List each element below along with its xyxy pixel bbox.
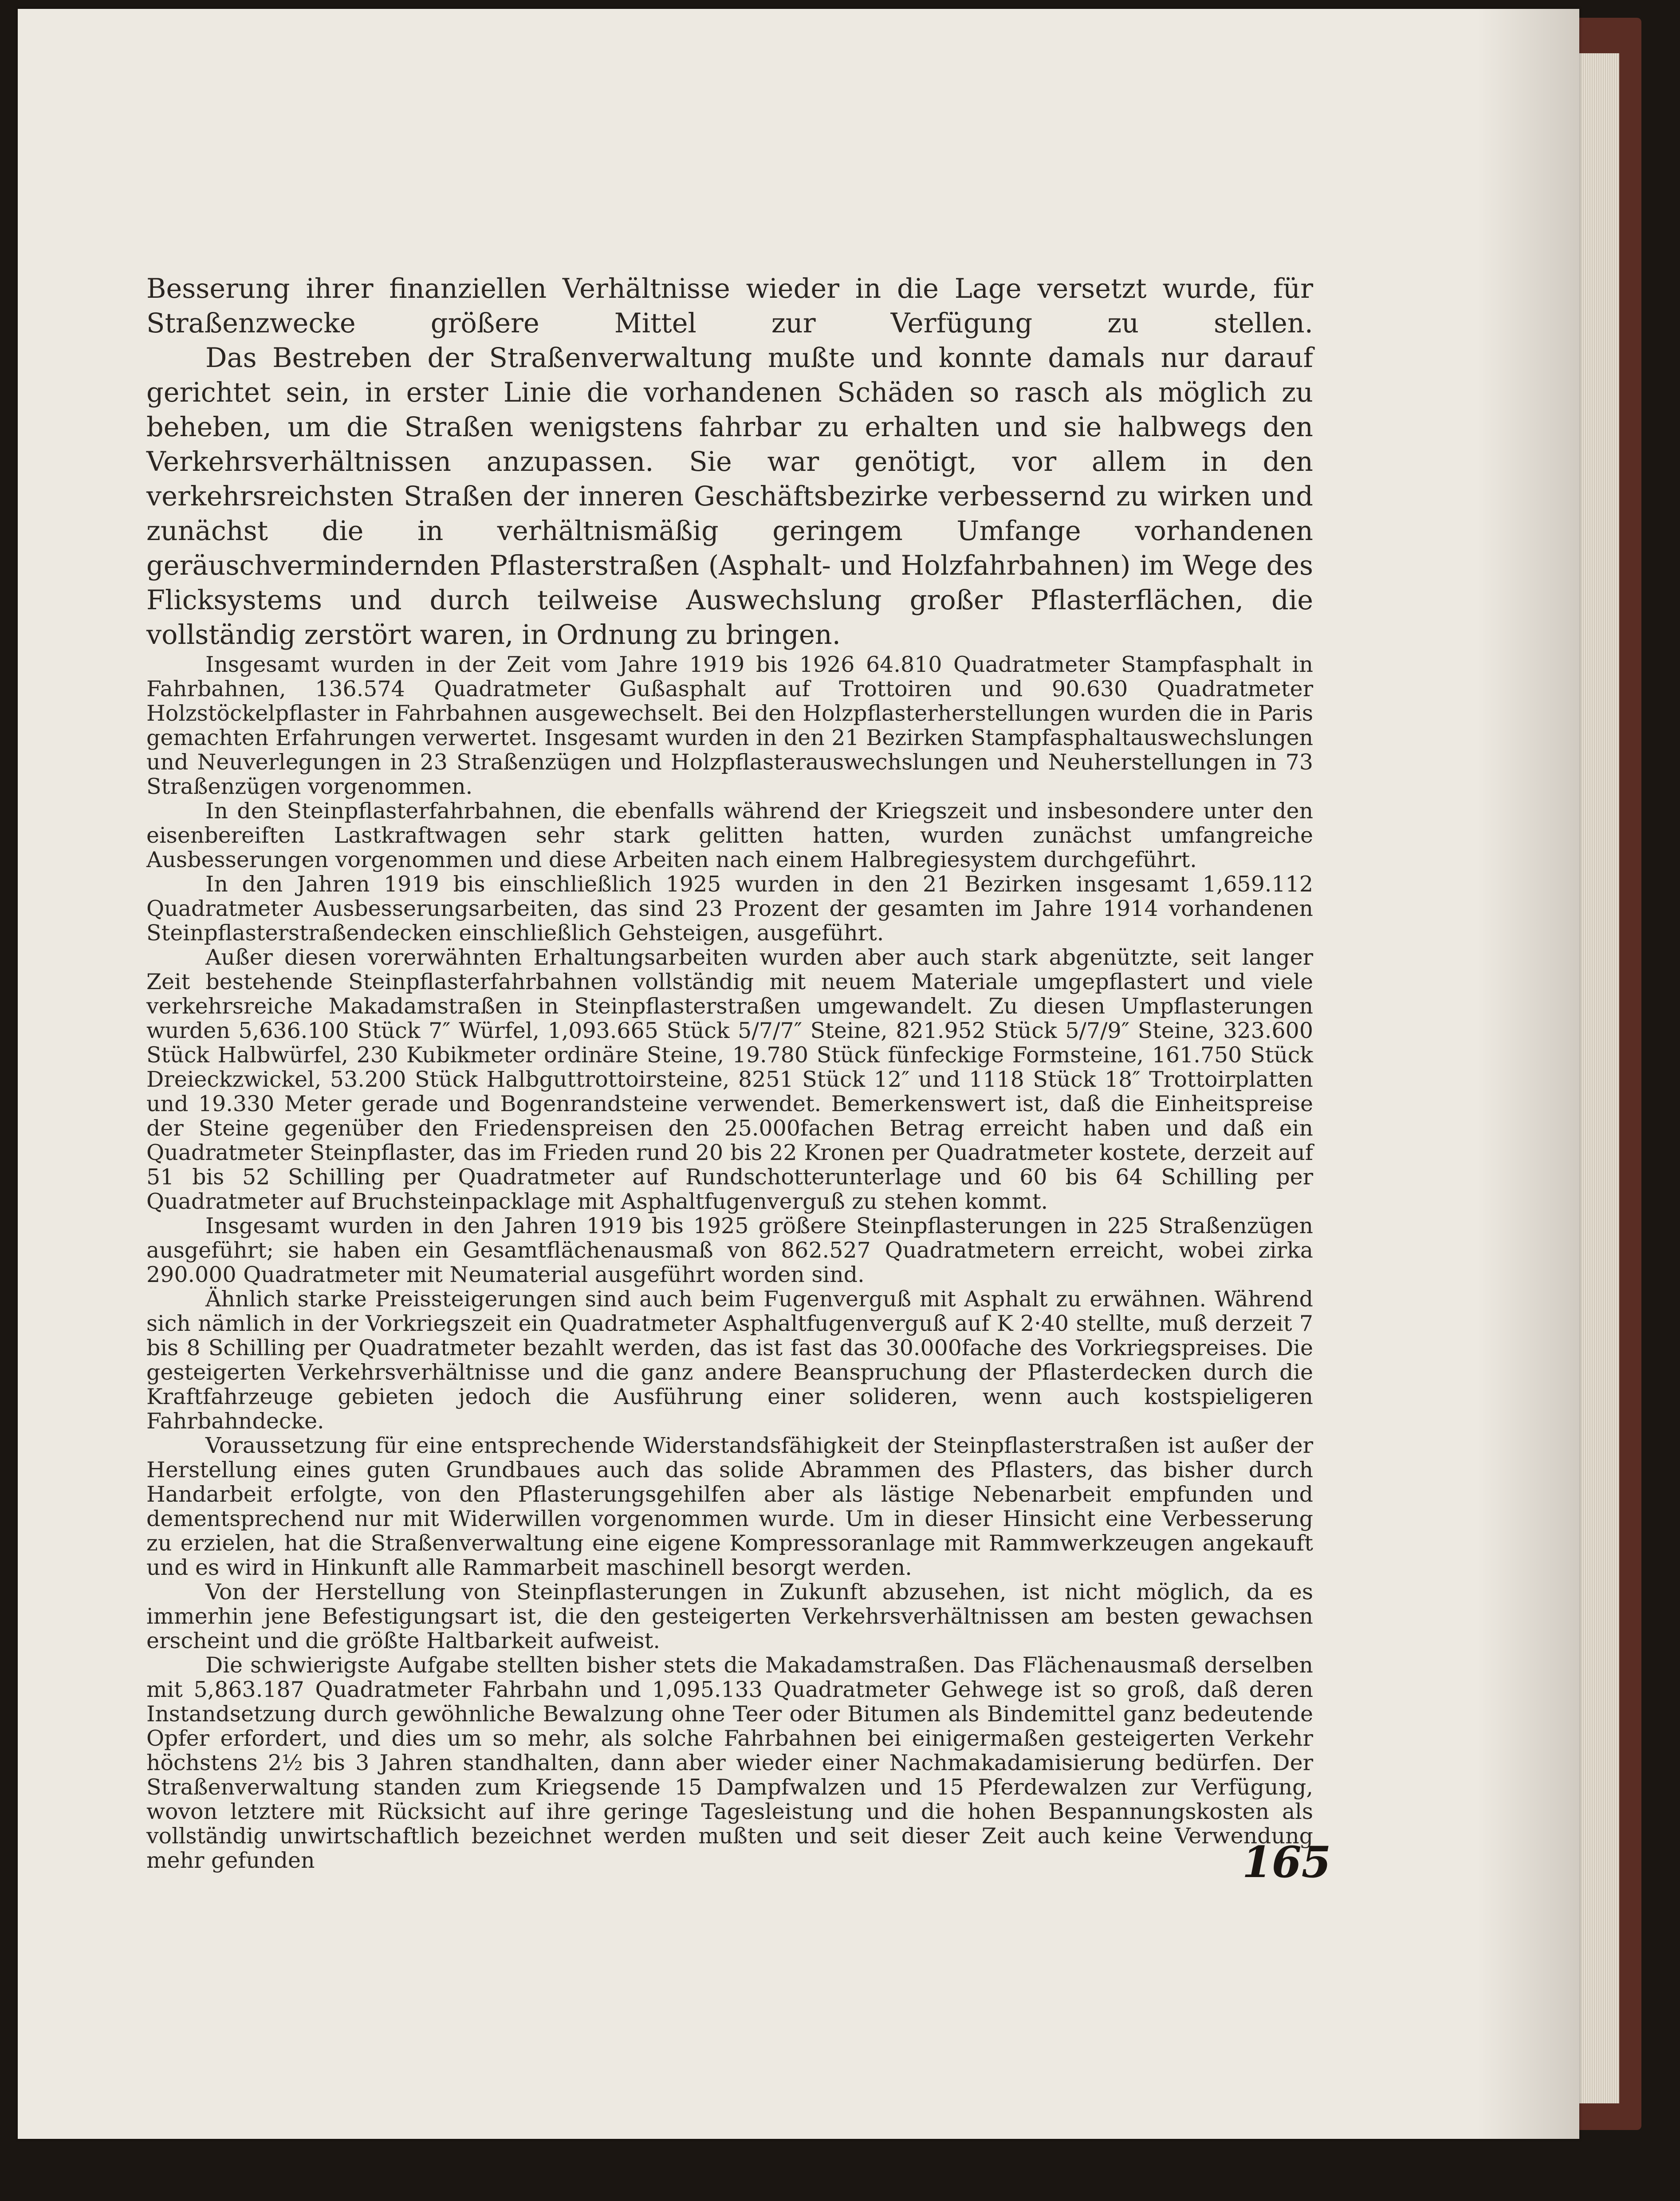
paragraph: Ähnlich starke Preissteigerungen sind auch beim Fugenverguß mit Asphalt zu erwähnen. Während sich nämlich in der Vorkriegszeit ein Quadratmeter Asphaltfugenverguß auf K 2·40 stellte, muß derzeit 7 bis 8 Schilling per Quadratmeter bezahlt werden, das ist fast das 30.000fache des Vorkriegspreises. Die gesteigerten Verkehrsverhältnisse und die ganz andere Beanspruchung der Pflasterdecken durch die Kraftfahrzeuge gebieten jedoch die Ausführung einer solideren, wenn auch kostspieligeren Fahrbahndecke. [146,1286,1313,1434]
page-number: 165 [1242,1837,1331,1887]
paragraph: Insgesamt wurden in der Zeit vom Jahre 1919 bis 1926 64.810 Quadratmeter Stampfasphalt in Fahrbahnen, 136.574 Quadratmeter Gußasphalt auf Trottoiren und 90.630 Quadratmeter Holzstöckelpflaster in Fahrbahnen ausgewechselt. Bei den Holzpflasterherstellungen wurden die in Paris gemachten Erfahrungen verwertet. Insgesamt wurden in den 21 Bezirken Stampfasphaltauswechslungen und Neuverlegungen in 23 Straßenzügen und Holzpflasterauswechslungen und Neuherstellungen in 73 Straßenzügen vorgenommen. [146,652,1313,799]
paragraph: Die schwierigste Aufgabe stellten bisher stets die Makadamstraßen. Das Flächenausmaß derselben mit 5,863.187 Quadratmeter Fahrbahn und 1,095.133 Quadratmeter Gehwege ist so groß, daß deren Instandsetzung durch gewöhnliche Bewalzung ohne Teer oder Bitumen als Bindemittel ganz bedeutende Opfer erfordert, und dies um so mehr, als solche Fahrbahnen bei einigermaßen gesteigerten Verkehr höchstens 2½ bis 3 Jahren standhalten, dann aber wieder einer Nachmakadamisierung bedürfen. Der Straßenverwaltung standen zum Kriegsende 15 Dampfwalzen und 15 Pferdewalzen zur Verfügung, wovon letztere mit Rücksicht auf ihre geringe Tagesleistung und die hohen Bespannungskosten als vollständig unwirtschaftlich bezeichnet werden mußten und seit dieser Zeit auch keine Verwendung mehr gefunden [146,1653,1313,1873]
paragraph: Besserung ihrer finanziellen Verhältnisse wieder in die Lage versetzt wurde, für Straßenzwecke größere Mittel zur Verfügung zu stellen. [146,273,1313,339]
paragraph: In den Jahren 1919 bis einschließlich 1925 wurden in den 21 Bezirken insgesamt 1,659.112 Quadratmeter Ausbesserungsarbeiten, das sind 23 Prozent der gesamten im Jahre 1914 vorhandenen Steinpflasterstraßendecken einschließlich Gehsteigen, ausgeführt. [146,872,1313,946]
paragraph: Voraussetzung für eine entsprechende Widerstandsfähigkeit der Steinpflasterstraßen ist außer der Herstellung eines guten Grundbaues auch das solide Abrammen des Pflasters, das bisher durch Handarbeit erfolgte, von den Pflasterungsgehilfen aber als lästige Nebenarbeit empfunden und dementsprechend nur mit Widerwillen vorgenommen wurde. Um in dieser Hinsicht eine Verbesserung zu erzielen, hat die Straßenverwaltung eine eigene Kompressoranlage mit Rammwerkzeugen angekauft und es wird in Hinkunft alle Rammarbeit maschinell besorgt werden. [146,1433,1313,1580]
paragraph: Außer diesen vorerwähnten Erhaltungsarbeiten wurden aber auch stark abgenützte, seit langer Zeit bestehende Steinpflasterfahrbahnen vollständig mit neuem Materiale umgepflastert und viele verkehrsreiche Makadamstraßen in Steinpflasterstraßen umgewandelt. Zu diesen Umpflasterungen wurden 5,636.100 Stück 7″ Würfel, 1,093.665 Stück 5/7/7″ Steine, 821.952 Stück 5/7/9″ Steine, 323.600 Stück Halbwürfel, 230 Kubikmeter ordinäre Steine, 19.780 Stück fünfeckige Formsteine, 161.750 Stück Dreieckzwickel, 53.200 Stück Halbguttrottoirsteine, 8251 Stück 12″ und 1118 Stück 18″ Trottoirplatten und 19.330 Meter gerade und Bogenrandsteine verwendet. Bemerkenswert ist, daß die Einheitspreise der Steine gegenüber den Friedenspreisen den 25.000fachen Betrag erreicht haben und daß ein Quadratmeter Steinpflaster, das im Frieden rund 20 bis 22 Kronen per Quadratmeter kostete, derzeit auf 51 bis 52 Schilling per Quadratmeter auf Rundschotterunterlage und 60 bis 64 Schilling per Quadratmeter auf Bruchsteinpacklage mit Asphaltfugenverguß zu stehen kommt. [146,945,1313,1214]
body-text [146,272,1313,1873]
paragraph: In den Steinpflasterfahrbahnen, die ebenfalls während der Kriegszeit und insbesondere unter den eisenbereiften Lastkraftwagen sehr stark gelitten hatten, wurden zunächst umfangreiche Ausbesserungen vorgenommen und diese Arbeiten nach einem Halbregiesystem durchgeführt. [146,798,1313,872]
page-shading [1477,9,1579,2139]
paragraph: Von der Herstellung von Steinpflasterungen in Zukunft abzusehen, ist nicht möglich, da es immerhin jene Befestigungsart ist, die den gesteigerten Verkehrsverhältnissen am besten gewachsen erscheint und die größte Haltbarkeit aufweist. [146,1579,1313,1653]
paragraph: Insgesamt wurden in den Jahren 1919 bis 1925 größere Steinpflasterungen in 225 Straßenzügen ausgeführt; sie haben ein Gesamtflächenausmaß von 862.527 Quadratmetern erreicht, wobei zirka 290.000 Quadratmeter mit Neumaterial ausgeführt worden sind. [146,1213,1313,1287]
paragraph: Das Bestreben der Straßenverwaltung mußte und konnte damals nur darauf gerichtet sein, in erster Linie die vorhandenen Schäden so rasch als möglich zu beheben, um die Straßen wenigstens fahrbar zu erhalten und sie halbwegs den Verkehrsverhältnissen anzupassen. Sie war genötigt, vor allem in den verkehrsreichsten Straßen der inneren Geschäftsbezirke verbessernd zu wirken und zunächst die in verhältnismäßig geringem Umfange vorhandenen geräuschvermindernden Pflasterstraßen (Asphalt- und Holzfahrbahnen) im Wege des Flicksystems und durch teilweise Auswechslung großer Pflasterflächen, die vollständig zerstört waren, in Ordnung zu bringen. [146,343,1313,651]
